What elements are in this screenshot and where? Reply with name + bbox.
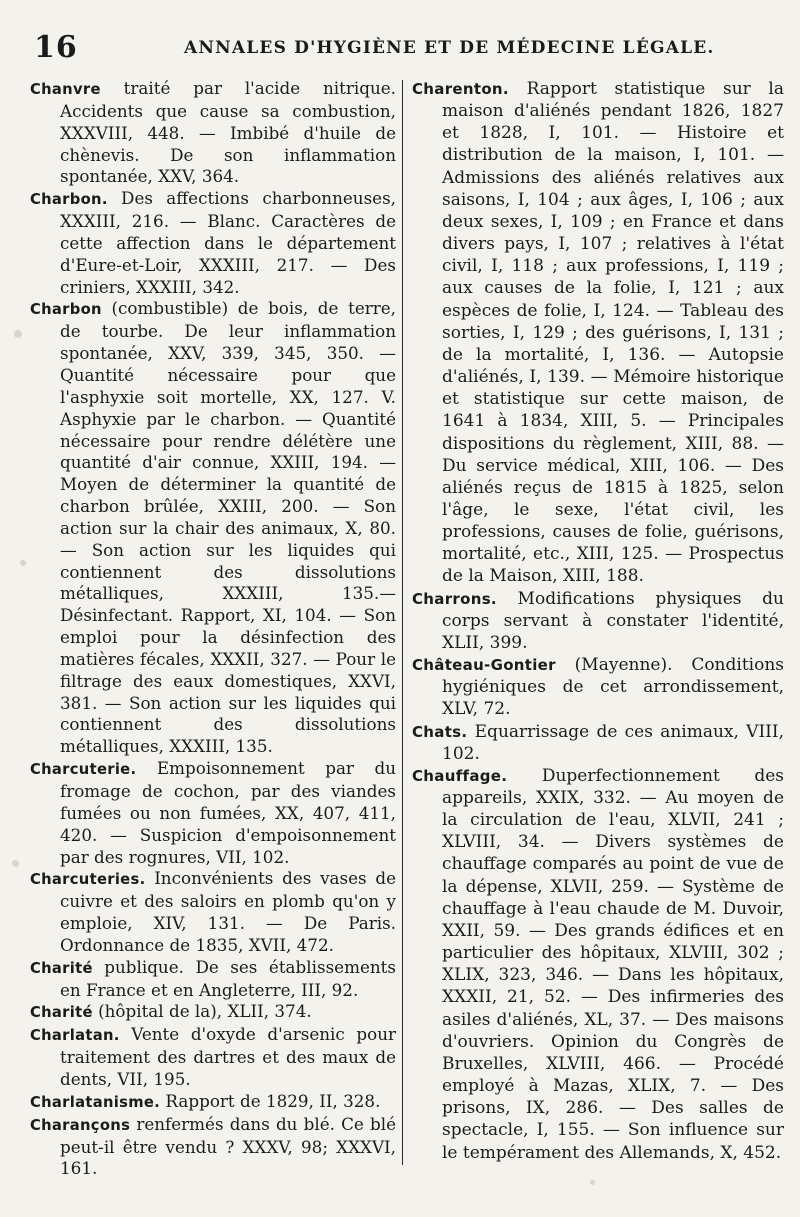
page-header xyxy=(34,30,774,70)
index-entry xyxy=(412,654,784,720)
index-entry xyxy=(30,188,396,298)
entry-text: publique. De ses établissements en France et en Angleterre, III, 92. xyxy=(60,956,396,1000)
entry-headword: Charité xyxy=(30,959,93,977)
entry-headword: Charlatanisme. xyxy=(30,1093,161,1111)
entry-headword: Charenton. xyxy=(412,80,509,98)
paper-speck xyxy=(20,560,26,566)
paper-speck xyxy=(12,860,19,867)
index-entry xyxy=(30,78,396,188)
index-entry xyxy=(30,1001,396,1024)
entry-headword: Charrons. xyxy=(412,589,497,608)
entry-text: Equarrissage de ces animaux, VIII, 102. xyxy=(442,721,784,764)
entry-text: Des affections charbonneuses, XXXIII, 216. — Blanc. Caractères de cette affection dans le département d'Eure-et-Loir, XXXIII, 217. — Des criniers, XXXIII, 342. xyxy=(60,188,396,297)
entry-headword: Charbon xyxy=(30,301,102,319)
right-column xyxy=(412,78,784,1164)
left-column xyxy=(30,78,396,1180)
entry-text: Empoisonnement par du fromage de cochon, par des viandes fumées ou non fumées, XX, 407, 411, 420. — Suspicion d'empoisonnement par des rognures, VII, 102. xyxy=(60,758,396,867)
paper-speck xyxy=(590,1180,595,1185)
paper-speck xyxy=(14,330,22,338)
index-entry xyxy=(30,758,396,868)
entry-text: renfermés dans du blé. Ce blé peut-il être vendu ? XXXV, 98; XXXVI, 161. xyxy=(60,1113,396,1179)
entry-text: (combustible) de bois, de terre, de tourbe. De leur inflammation spontanée, XXV, 339, 345, 350. — Quantité nécessaire pour que l'asphyxie soit mortelle, XX, 127. V. Asphyxie par le charbon. — Quantité nécessaire pour rendre délétère une quantité d'air connue, XXIII, 194. — Moyen de déterminer la quantité de charbon brûlée, XXIII, 200. — Son action sur la chair des animaux, X, 80. — Son action sur les liquides qui contiennent des dissolutions métalliques, XXXIII, 135.—Désinfectant. Rapport, XI, 104. — Son emploi pour la désinfection des matières fécales, XXXII, 327. — Pour le filtrage des eaux domestiques, XXVI, 381. — Son action sur les liquides qui contiennent des dissolutions métalliques, XXXIII, 135. xyxy=(60,298,396,757)
entry-headword: Charcuterie. xyxy=(30,761,137,779)
index-entry xyxy=(30,868,396,956)
entry-headword: Château-Gontier xyxy=(412,656,556,675)
entry-headword: Charançons xyxy=(30,1116,131,1134)
index-entry xyxy=(30,1091,396,1114)
running-title: ANNALES D'HYGIÈNE ET DE MÉDECINE LÉGALE. xyxy=(184,38,715,58)
index-entry xyxy=(412,721,784,765)
entry-text: Inconvénients des vases de cuivre et des saloirs en plomb qu'on y emploie, XIV, 131. — De Paris. Ordonnance de 1835, XVII, 472. xyxy=(60,868,396,955)
entry-headword: Chats. xyxy=(412,722,468,741)
index-entry xyxy=(30,957,396,1002)
entry-text: Rapport statistique sur la maison d'aliénés pendant 1826, 1827 et 1828, I, 101. — Histoire et distribution de la maison, I, 101. — Admissions des aliénés relatives aux saisons, I, 104 ; aux âges, I, 106 ; aux deux sexes, I, 109 ; en France et dans divers pays, I, 107 ; relatives à l'état civil, I, 118 ; aux professions, I, 119 ; aux causes de la folie, I, 121 ; aux espèces de folie, I, 124. — Tableau des sorties, I, 129 ; des guérisons, I, 131 ; de la mortalité, I, 136. — Autopsie d'aliénés, I, 139. — Mémoire historique et statistique sur cette maison, de 1641 à 1834, XIII, 5. — Principales dispositions du règlement, XIII, 88. — Du service médical, XIII, 106. — Des aliénés reçus de 1815 à 1825, selon l'âge, le sexe, l'état civil, les professions, causes de folie, guérisons, mortalité, etc., XIII, 125. — Prospectus de la Maison, XIII, 188. xyxy=(442,79,784,587)
index-entry xyxy=(412,765,784,1164)
index-entry xyxy=(30,1114,396,1181)
column-divider xyxy=(402,80,403,1165)
index-entry xyxy=(30,1024,396,1091)
entry-text: Modifications physiques du corps servant à constater l'identité, XLII, 399. xyxy=(442,588,784,653)
entry-headword: Chauffage. xyxy=(412,766,508,785)
entry-headword: Charbon. xyxy=(30,191,108,209)
entry-text: Vente d'oxyde d'arsenic pour traitement des dartres et des maux de dents, VII, 195. xyxy=(60,1024,396,1089)
entry-text: Rapport de 1829, II, 328. xyxy=(160,1090,381,1111)
index-entry xyxy=(412,588,784,654)
entry-headword: Charlatan. xyxy=(30,1027,120,1045)
index-entry xyxy=(30,298,396,758)
entry-text: (Mayenne). Conditions hygiéniques de cet arrondissement, XLV, 72. xyxy=(442,655,784,720)
entry-text: traité par l'acide nitrique. Accidents que cause sa combustion, XXXVIII, 448. — Imbibé d'huile de chènevis. De son inflammation spontanée, XXV, 364. xyxy=(60,78,396,187)
page-number: 16 xyxy=(34,30,78,65)
entry-headword: Charité xyxy=(30,1004,93,1022)
index-entry xyxy=(412,78,784,588)
entry-text: Duperfectionnement des appareils, XXIX, 332. — Au moyen de la circulation de l'eau, XLVII, 241 ; XLVIII, 34. — Divers systèmes de chauffage comparés au point de vue de la dépense, XLVII, 259. — Système de chauffage à l'eau chaude de M. Duvoir, XXII, 59. — Des grands édifices et en particulier des hôpitaux, XLVIII, 302 ; XLIX, 323, 346. — Dans les hôpitaux, XXXII, 21, 52. — Des infirmeries des asiles d'aliénés, XL, 37. — Des maisons d'ouvriers. Opinion du Congrès de Bruxelles, XLVIII, 466. — Procédé employé à Mazas, XLIX, 7. — Des prisons, IX, 286. — Des salles de spectacle, I, 155. — Son influence sur le tempérament des Allemands, X, 452. xyxy=(442,765,784,1163)
entry-headword: Charcuteries. xyxy=(30,871,146,889)
entry-headword: Chanvre xyxy=(30,81,101,98)
entry-text: (hôpital de la), XLII, 374. xyxy=(92,1001,312,1022)
